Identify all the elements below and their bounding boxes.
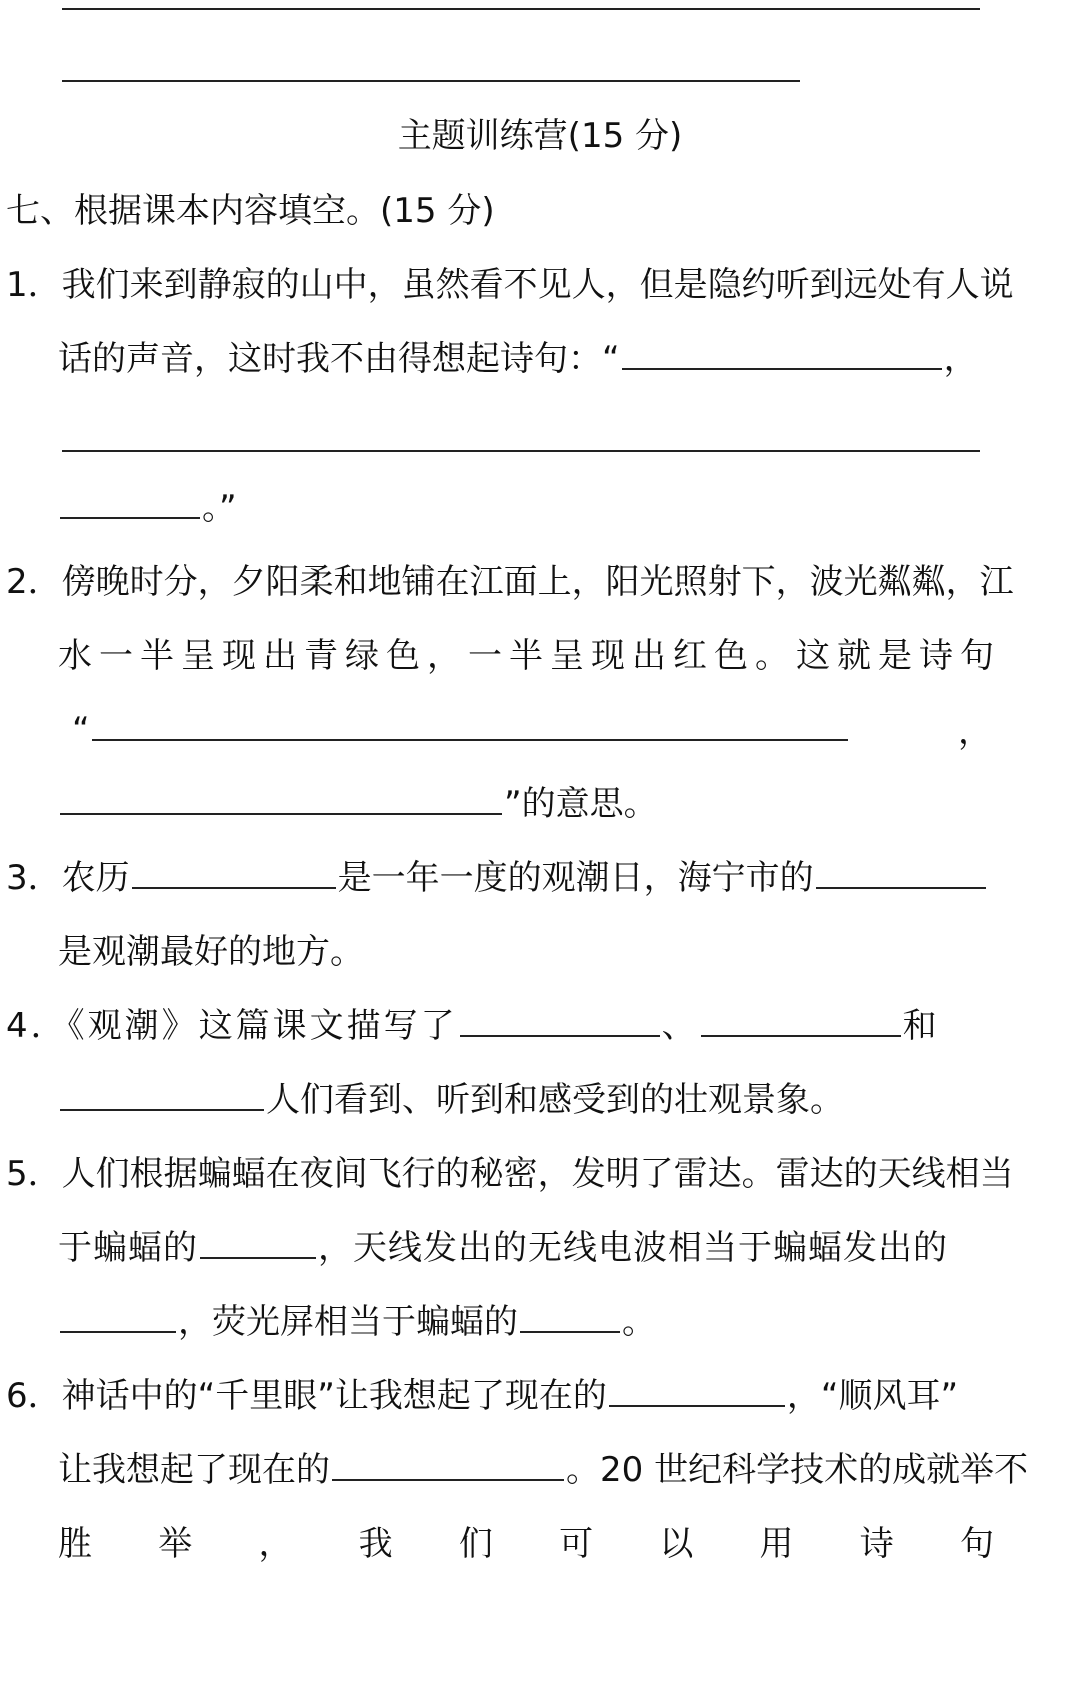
q5-blank-3[interactable] (520, 1303, 620, 1333)
q5-text: 。 (622, 1302, 656, 1342)
q6-char: 我 (358, 1524, 393, 1564)
q4-text: 、 (661, 1006, 699, 1046)
q6-char: 句 (959, 1524, 994, 1564)
q3-blank-2[interactable] (816, 859, 986, 889)
q2-line1 (6, 562, 1080, 602)
section-title: 主题训练营(15 分) (397, 116, 683, 156)
q4-blank-1[interactable] (460, 1007, 660, 1037)
q5-text: 于蝙蝠的 (58, 1228, 198, 1268)
q1-text: 话的声音，这时我不由得想起诗句：“ (58, 339, 620, 379)
q6-char: 举 (158, 1524, 193, 1564)
q6-text: ，“顺风耳” (786, 1376, 959, 1416)
q2-blank-2[interactable] (60, 785, 502, 815)
q6-text: 。20 世纪科学技术的成就举不 (566, 1450, 1029, 1490)
answer-line[interactable] (62, 8, 980, 10)
q1-blank-2[interactable] (62, 450, 980, 452)
q1-line1 (6, 265, 1080, 305)
q6-char: 可 (559, 1524, 594, 1564)
q6-blank-1[interactable] (609, 1377, 785, 1407)
q1-blank-3[interactable] (60, 489, 200, 519)
q5-line1 (6, 1154, 1080, 1194)
q4-number: 4． (6, 1006, 68, 1046)
q3-line2: 是观潮最好的地方。 (58, 932, 364, 972)
q5-line3 (58, 1302, 1080, 1342)
q6-blank-2[interactable] (332, 1451, 564, 1481)
q6-char: 诗 (859, 1524, 894, 1564)
q2-text: 水一半呈现出青绿色，一半呈现出红色。这就是诗句 (58, 636, 1001, 676)
q2-comma: ， (958, 712, 992, 752)
q2-text: ”的意思。 (504, 784, 658, 824)
q6-number: 6． (6, 1376, 62, 1416)
q1-line4 (58, 488, 1080, 528)
q5-line2 (58, 1228, 1080, 1268)
q5-blank-2[interactable] (60, 1303, 176, 1333)
q1-blank-1[interactable] (622, 340, 942, 370)
q6-char: 用 (759, 1524, 794, 1564)
q1-punct: 。” (202, 488, 237, 528)
q2-text: 傍晚时分，夕阳柔和地铺在江面上，阳光照射下，波光粼粼，江 (61, 562, 1014, 602)
q4-text: 《观潮》这篇课文描写了 (67, 1006, 458, 1046)
q3-text: 农历 (61, 858, 130, 898)
q6-line1 (6, 1376, 1080, 1416)
q1-text: 我们来到静寂的山中，虽然看不见人，但是隐约听到远处有人说 (61, 265, 1014, 305)
q6-char: ， (258, 1524, 293, 1564)
q6-text: 让我想起了现在的 (58, 1450, 330, 1490)
q5-text: 人们根据蝙蝠在夜间飞行的秘密，发明了雷达。雷达的天线相当 (61, 1154, 1014, 1194)
q6-char: 以 (659, 1524, 694, 1564)
q3-line1 (6, 858, 1080, 898)
q5-blank-1[interactable] (200, 1229, 316, 1259)
q6-char: 胜 (58, 1524, 92, 1564)
q4-line2 (58, 1080, 1080, 1120)
q5-text: ，荧光屏相当于蝙蝠的 (178, 1302, 518, 1342)
q3-text: 是一年一度的观潮日，海宁市的 (337, 858, 814, 898)
q2-line3 (72, 710, 1080, 750)
q2-blank-1[interactable] (92, 711, 848, 741)
q3-blank-1[interactable] (132, 859, 336, 889)
q2-quote: “ (72, 710, 90, 750)
q2-line4 (58, 784, 1080, 824)
q1-number: 1． (6, 265, 62, 305)
q1-punct: ， (943, 339, 978, 379)
q4-blank-2[interactable] (701, 1007, 901, 1037)
q6-line3 (58, 1524, 994, 1564)
question-heading: 七、根据课本内容填空。(15 分) (6, 191, 495, 231)
q6-line2 (58, 1450, 1080, 1490)
answer-line[interactable] (62, 80, 800, 82)
q4-blank-3[interactable] (60, 1081, 264, 1111)
q3-number: 3． (6, 858, 62, 898)
q2-line2 (58, 636, 1080, 676)
q2-number: 2． (6, 562, 62, 602)
q4-text: 人们看到、听到和感受到的壮观景象。 (266, 1080, 844, 1120)
q5-number: 5． (6, 1154, 62, 1194)
q4-text: 和 (902, 1006, 940, 1046)
q5-text: ，天线发出的无线电波相当于蝙蝠发出的 (318, 1228, 948, 1268)
q4-line1 (6, 1006, 1080, 1046)
q6-char: 们 (458, 1524, 493, 1564)
q1-line2 (58, 339, 1080, 379)
q6-text: 神话中的“千里眼”让我想起了现在的 (61, 1376, 607, 1416)
